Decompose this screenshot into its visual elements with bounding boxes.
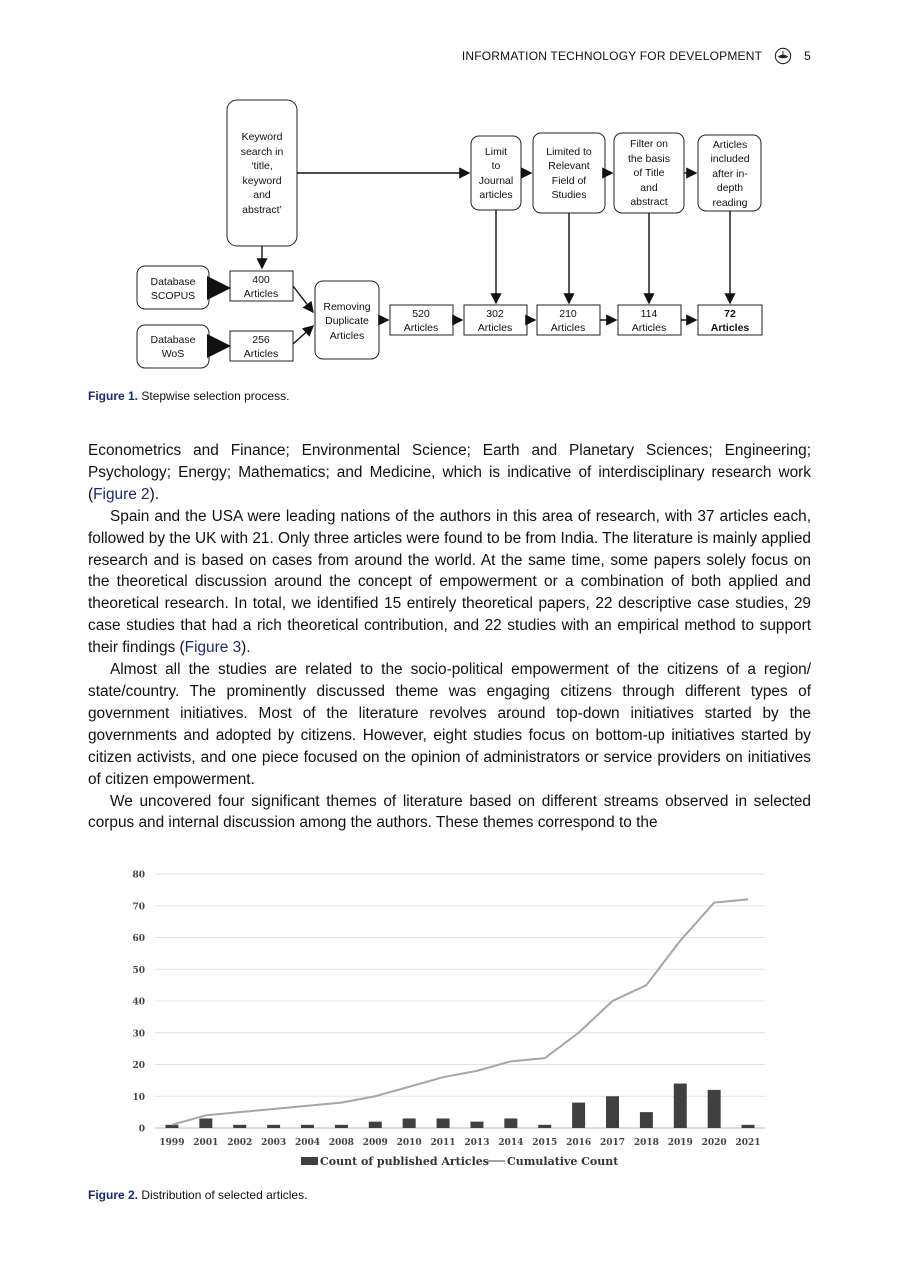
n72-value: 72 — [724, 308, 736, 320]
keyword-line-5: and — [253, 189, 271, 201]
bar — [538, 1125, 551, 1128]
x-tick-label: 2009 — [362, 1138, 388, 1148]
limit-line-2: to — [491, 160, 501, 172]
n520-value: 520 — [412, 308, 430, 320]
y-tick-label: 10 — [132, 1092, 145, 1103]
removing-line-2: Duplicate — [325, 315, 369, 327]
x-tick-label: 2014 — [498, 1138, 524, 1148]
bar-series — [165, 1084, 754, 1128]
y-tick-label: 30 — [132, 1029, 145, 1040]
n256-label: Articles — [243, 348, 279, 360]
figure-3-link[interactable]: Figure 3 — [184, 639, 242, 657]
x-tick-label: 2020 — [701, 1138, 727, 1148]
bar — [674, 1084, 687, 1128]
included-line-5: reading — [712, 197, 748, 209]
filter-line-5: abstract — [630, 196, 668, 208]
filter-line-4: and — [640, 182, 658, 194]
x-axis-ticks — [159, 1138, 760, 1148]
cumulative-line — [172, 899, 748, 1124]
paragraph-1-end: ). — [149, 485, 160, 503]
x-tick-label: 2013 — [464, 1138, 490, 1148]
y-tick-label: 70 — [132, 902, 145, 913]
n400-value: 400 — [252, 274, 270, 286]
n72-label: Articles — [710, 322, 750, 334]
wos-line-1: Database — [150, 334, 196, 346]
x-tick-label: 2003 — [261, 1138, 287, 1148]
page-number: 5 — [804, 49, 811, 63]
bar — [504, 1118, 517, 1128]
wos-line-2: WoS — [161, 348, 185, 360]
n210-label: Articles — [550, 322, 586, 334]
bar — [403, 1118, 416, 1128]
bar — [233, 1125, 246, 1128]
line-series — [172, 899, 748, 1124]
paragraph-4: We uncovered four significant themes of literature based on different streams observed in selected corpus and internal discussion among the authors. These themes correspond to the — [88, 792, 811, 832]
bar — [606, 1096, 619, 1128]
keyword-line-2: search in — [240, 146, 284, 158]
bar — [301, 1125, 314, 1128]
n114-label: Articles — [631, 322, 667, 334]
figure-2-text: Distribution of selected articles. — [141, 1188, 308, 1202]
x-tick-label: 2004 — [294, 1138, 321, 1148]
x-tick-label: 2011 — [430, 1138, 456, 1148]
n256-value: 256 — [252, 334, 270, 346]
bar — [742, 1125, 755, 1128]
legend-bar-swatch — [301, 1157, 318, 1165]
x-tick-label: 2010 — [396, 1138, 422, 1148]
n114-value: 114 — [640, 308, 658, 320]
x-tick-label: 1999 — [159, 1138, 185, 1148]
journal-title: INFORMATION TECHNOLOGY FOR DEVELOPMENT — [461, 49, 763, 63]
y-tick-label: 40 — [132, 997, 145, 1008]
x-tick-label: 2017 — [599, 1138, 626, 1148]
bar — [572, 1103, 585, 1128]
bar — [708, 1090, 721, 1128]
bar — [199, 1118, 212, 1128]
bar — [470, 1122, 483, 1128]
removing-line-3: Articles — [329, 330, 365, 342]
y-tick-label: 20 — [132, 1061, 145, 1071]
relevant-line-2: Relevant — [548, 160, 590, 172]
bar — [437, 1118, 450, 1128]
included-line-1: Articles — [712, 139, 748, 151]
figure-1-text: Stepwise selection process. — [141, 389, 290, 403]
keyword-line-4: keyword — [242, 175, 282, 187]
x-tick-label: 2021 — [735, 1138, 761, 1148]
legend-bar-label: Count of published Articles — [320, 1155, 490, 1168]
removing-line-1: Removing — [323, 301, 371, 313]
y-tick-label: 0 — [138, 1124, 145, 1135]
figure-2-caption — [88, 1188, 307, 1202]
limit-line-3: Journal — [478, 175, 514, 187]
y-tick-label: 80 — [132, 870, 145, 881]
y-tick-label: 60 — [132, 934, 145, 944]
relevant-line-4: Studies — [551, 189, 587, 201]
n302-label: Articles — [477, 322, 513, 334]
legend-line-label: Cumulative Count — [507, 1155, 619, 1168]
bar — [640, 1112, 653, 1128]
filter-line-1: Filter on — [630, 138, 668, 150]
x-tick-label: 2015 — [532, 1138, 558, 1148]
included-line-3: after in- — [712, 168, 748, 180]
relevant-line-1: Limited to — [546, 146, 592, 158]
bar — [267, 1125, 280, 1128]
figure-2-label: Figure 2. — [88, 1188, 139, 1202]
filter-line-3: of Title — [633, 167, 665, 179]
included-line-2: included — [710, 153, 750, 165]
limit-line-4: articles — [479, 189, 513, 201]
relevant-line-3: Field of — [551, 175, 587, 187]
bar — [335, 1125, 348, 1128]
n302-value: 302 — [486, 308, 504, 320]
included-line-4: depth — [716, 182, 744, 194]
paragraph-2-end: ). — [241, 639, 251, 657]
scopus-line-1: Database — [150, 276, 196, 288]
paragraph-1-text: Econometrics and Finance; Environmental Science; Earth and Planetary Sciences; Engineering; Psychology; Energy; Mathematics; and Medicine, which is indicative of interdisciplinary research work ( — [88, 442, 811, 503]
x-tick-label: 2008 — [328, 1138, 354, 1148]
paragraph-2-text: Spain and the USA were leading nations of the authors in this area of research, with 37 articles each, followed by the UK with 21. Only three articles were found to be from India. The literature is mainly applied research and is based on cases from around the world. At the same time, some papers solely focus on the theoretical discussion around the concept of empowerment or a combination of both applied and theoretical research. In total, we identified 15 entirely theoretical papers, 22 descriptive case studies, 29 case studies that had a rich theoretical contribution, and 22 studies with an empirical method to support their findings ( — [88, 507, 811, 657]
x-tick-label: 2016 — [566, 1138, 592, 1148]
scopus-line-2: SCOPUS — [150, 290, 196, 302]
chart-grid — [155, 874, 765, 1128]
y-axis-ticks — [132, 871, 145, 1135]
figure-2-link[interactable]: Figure 2 — [93, 485, 150, 503]
x-tick-label: 2018 — [633, 1138, 659, 1148]
x-tick-label: 2002 — [227, 1138, 253, 1148]
y-tick-label: 50 — [132, 965, 145, 976]
keyword-line-3: ‘title, — [251, 160, 273, 172]
limit-line-1: Limit — [484, 146, 508, 158]
filter-line-2: the basis — [627, 153, 671, 165]
x-tick-label: 2001 — [193, 1138, 219, 1148]
n210-value: 210 — [559, 308, 577, 320]
keyword-line-6: abstract’ — [242, 204, 282, 216]
x-tick-label: 2019 — [667, 1138, 693, 1148]
chart-legend — [301, 1155, 619, 1168]
bar — [165, 1125, 178, 1128]
figure-1-label: Figure 1. — [88, 389, 139, 403]
bar — [369, 1122, 382, 1128]
n520-label: Articles — [403, 322, 439, 334]
keyword-line-1: Keyword — [241, 131, 283, 143]
paragraph-3: Almost all the studies are related to the socio-political empowerment of the citizens of a region/ state/country. The prominently discussed theme was engaging citizens through different types of government initiatives. Most of the literature revolves around top-down initiatives started by the governments and adopted by citizens. However, eight studies focus on bottom-up initiatives started by citizen activists, and one piece focused on the opinion of administrators or service providers on initiatives of citizen empowerment. — [88, 661, 811, 788]
n400-label: Articles — [243, 288, 279, 300]
